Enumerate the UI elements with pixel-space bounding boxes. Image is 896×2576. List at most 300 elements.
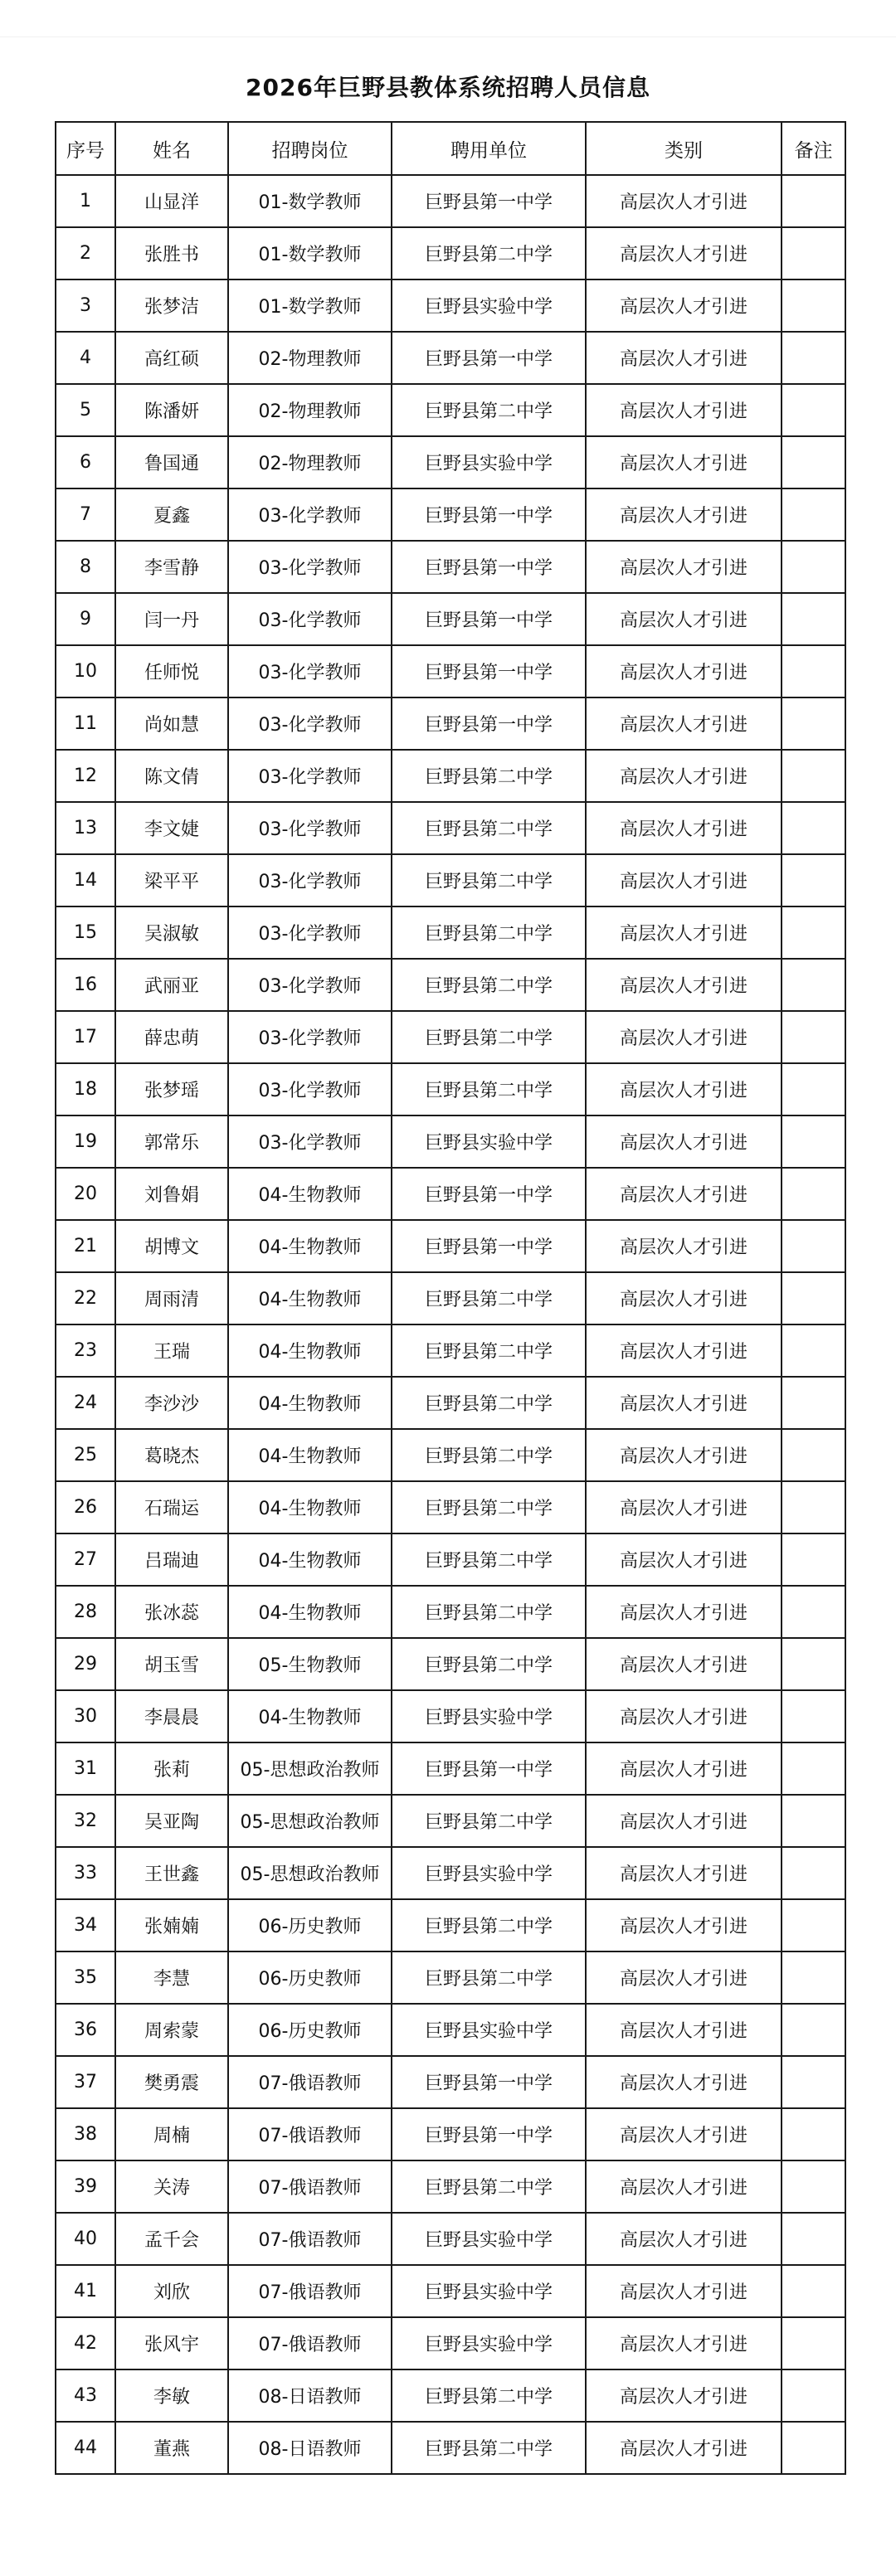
cell-note [782, 959, 845, 1011]
cell-unit: 巨野县第一中学 [392, 175, 586, 227]
cell-no: 21 [56, 1220, 115, 1272]
cell-note [782, 750, 845, 802]
cell-note [782, 1795, 845, 1847]
cell-note [782, 436, 845, 488]
cell-post: 03-化学教师 [228, 541, 392, 593]
cell-post: 03-化学教师 [228, 1011, 392, 1063]
cell-name: 关涛 [115, 2160, 228, 2213]
cell-no: 20 [56, 1168, 115, 1220]
table-row [56, 2213, 845, 2265]
cell-category: 高层次人才引进 [586, 384, 782, 436]
cell-category: 高层次人才引进 [586, 2160, 782, 2213]
table-row [56, 1847, 845, 1899]
cell-category: 高层次人才引进 [586, 488, 782, 541]
cell-note [782, 2004, 845, 2056]
cell-name: 夏鑫 [115, 488, 228, 541]
cell-name: 吴淑敏 [115, 906, 228, 959]
cell-unit: 巨野县第二中学 [392, 227, 586, 279]
cell-no: 3 [56, 279, 115, 332]
table-row [56, 802, 845, 854]
cell-name: 孟千会 [115, 2213, 228, 2265]
cell-no: 10 [56, 645, 115, 697]
cell-note [782, 279, 845, 332]
table-row [56, 488, 845, 541]
cell-category: 高层次人才引进 [586, 1951, 782, 2004]
cell-no: 24 [56, 1377, 115, 1429]
cell-name: 任师悦 [115, 645, 228, 697]
cell-no: 33 [56, 1847, 115, 1899]
cell-category: 高层次人才引进 [586, 2422, 782, 2474]
table-row [56, 1795, 845, 1847]
table-row [56, 1951, 845, 2004]
cell-note [782, 541, 845, 593]
cell-category: 高层次人才引进 [586, 175, 782, 227]
cell-note [782, 697, 845, 750]
cell-post: 06-历史教师 [228, 2004, 392, 2056]
cell-post: 02-物理教师 [228, 436, 392, 488]
cell-category: 高层次人才引进 [586, 1795, 782, 1847]
cell-no: 25 [56, 1429, 115, 1481]
cell-no: 23 [56, 1324, 115, 1377]
cell-note [782, 1586, 845, 1638]
cell-post: 03-化学教师 [228, 959, 392, 1011]
table-row [56, 384, 845, 436]
cell-category: 高层次人才引进 [586, 1377, 782, 1429]
cell-name: 陈文倩 [115, 750, 228, 802]
table-row [56, 1481, 845, 1533]
cell-category: 高层次人才引进 [586, 1847, 782, 1899]
cell-post: 04-生物教师 [228, 1533, 392, 1586]
cell-category: 高层次人才引进 [586, 2265, 782, 2317]
table-row [56, 1115, 845, 1168]
table-row [56, 1742, 845, 1795]
cell-note [782, 1533, 845, 1586]
cell-note [782, 488, 845, 541]
table-row [56, 2317, 845, 2369]
cell-name: 周索蒙 [115, 2004, 228, 2056]
cell-name: 葛晓杰 [115, 1429, 228, 1481]
cell-unit: 巨野县第一中学 [392, 645, 586, 697]
cell-no: 26 [56, 1481, 115, 1533]
cell-no: 1 [56, 175, 115, 227]
table-row [56, 227, 845, 279]
cell-no: 22 [56, 1272, 115, 1324]
cell-unit: 巨野县第一中学 [392, 2056, 586, 2108]
cell-unit: 巨野县实验中学 [392, 2265, 586, 2317]
cell-category: 高层次人才引进 [586, 332, 782, 384]
cell-no: 4 [56, 332, 115, 384]
cell-post: 04-生物教师 [228, 1377, 392, 1429]
cell-unit: 巨野县第二中学 [392, 1011, 586, 1063]
cell-name: 刘欣 [115, 2265, 228, 2317]
cell-name: 胡博文 [115, 1220, 228, 1272]
cell-category: 高层次人才引进 [586, 593, 782, 645]
cell-name: 张冰蕊 [115, 1586, 228, 1638]
cell-unit: 巨野县第一中学 [392, 1742, 586, 1795]
cell-no: 16 [56, 959, 115, 1011]
cell-post: 04-生物教师 [228, 1272, 392, 1324]
cell-name: 刘鲁娟 [115, 1168, 228, 1220]
table-row [56, 1377, 845, 1429]
cell-no: 18 [56, 1063, 115, 1115]
cell-note [782, 227, 845, 279]
cell-unit: 巨野县第一中学 [392, 1168, 586, 1220]
table-row [56, 1324, 845, 1377]
cell-category: 高层次人才引进 [586, 1115, 782, 1168]
cell-unit: 巨野县第二中学 [392, 959, 586, 1011]
cell-note [782, 2213, 845, 2265]
cell-no: 12 [56, 750, 115, 802]
table-row [56, 2160, 845, 2213]
cell-post: 03-化学教师 [228, 1115, 392, 1168]
cell-no: 40 [56, 2213, 115, 2265]
table-row [56, 1690, 845, 1742]
cell-category: 高层次人才引进 [586, 1063, 782, 1115]
page-title: 2026年巨野县教体系统招聘人员信息 [246, 74, 650, 101]
cell-note [782, 2317, 845, 2369]
cell-post: 04-生物教师 [228, 1429, 392, 1481]
cell-name: 尚如慧 [115, 697, 228, 750]
table-row [56, 1586, 845, 1638]
cell-category: 高层次人才引进 [586, 1272, 782, 1324]
cell-post: 03-化学教师 [228, 488, 392, 541]
cell-name: 李敏 [115, 2369, 228, 2422]
cell-unit: 巨野县实验中学 [392, 436, 586, 488]
cell-note [782, 906, 845, 959]
cell-unit: 巨野县第二中学 [392, 384, 586, 436]
cell-name: 李文婕 [115, 802, 228, 854]
cell-no: 32 [56, 1795, 115, 1847]
cell-post: 02-物理教师 [228, 332, 392, 384]
cell-category: 高层次人才引进 [586, 1586, 782, 1638]
cell-name: 陈潘妍 [115, 384, 228, 436]
cell-note [782, 1168, 845, 1220]
cell-name: 李晨晨 [115, 1690, 228, 1742]
cell-name: 董燕 [115, 2422, 228, 2474]
cell-unit: 巨野县第二中学 [392, 1429, 586, 1481]
cell-name: 高红硕 [115, 332, 228, 384]
cell-post: 08-日语教师 [228, 2369, 392, 2422]
cell-note [782, 2056, 845, 2108]
cell-category: 高层次人才引进 [586, 1533, 782, 1586]
cell-note [782, 1115, 845, 1168]
cell-name: 李慧 [115, 1951, 228, 2004]
cell-post: 02-物理教师 [228, 384, 392, 436]
cell-post: 03-化学教师 [228, 645, 392, 697]
cell-note [782, 2422, 845, 2474]
cell-unit: 巨野县第一中学 [392, 1220, 586, 1272]
cell-name: 张莉 [115, 1742, 228, 1795]
cell-no: 13 [56, 802, 115, 854]
cell-no: 41 [56, 2265, 115, 2317]
cell-no: 27 [56, 1533, 115, 1586]
cell-name: 鲁国通 [115, 436, 228, 488]
cell-unit: 巨野县第二中学 [392, 2160, 586, 2213]
table-row [56, 2004, 845, 2056]
cell-category: 高层次人才引进 [586, 750, 782, 802]
cell-unit: 巨野县第二中学 [392, 802, 586, 854]
cell-note [782, 2160, 845, 2213]
cell-post: 07-俄语教师 [228, 2108, 392, 2160]
cell-name: 李沙沙 [115, 1377, 228, 1429]
cell-unit: 巨野县第二中学 [392, 1377, 586, 1429]
cell-unit: 巨野县第一中学 [392, 2108, 586, 2160]
cell-category: 高层次人才引进 [586, 1742, 782, 1795]
cell-note [782, 1324, 845, 1377]
table-row [56, 1011, 845, 1063]
cell-no: 11 [56, 697, 115, 750]
cell-note [782, 593, 845, 645]
cell-post: 03-化学教师 [228, 697, 392, 750]
cell-name: 张梦瑶 [115, 1063, 228, 1115]
cell-note [782, 2369, 845, 2422]
cell-unit: 巨野县第二中学 [392, 1951, 586, 2004]
cell-category: 高层次人才引进 [586, 645, 782, 697]
cell-unit: 巨野县第二中学 [392, 1272, 586, 1324]
cell-post: 01-数学教师 [228, 227, 392, 279]
cell-name: 周楠 [115, 2108, 228, 2160]
cell-unit: 巨野县第一中学 [392, 332, 586, 384]
cell-name: 闫一丹 [115, 593, 228, 645]
cell-category: 高层次人才引进 [586, 2056, 782, 2108]
cell-post: 07-俄语教师 [228, 2317, 392, 2369]
recruitment-table [55, 121, 846, 2475]
cell-note [782, 645, 845, 697]
cell-no: 39 [56, 2160, 115, 2213]
cell-no: 43 [56, 2369, 115, 2422]
cell-post: 04-生物教师 [228, 1220, 392, 1272]
cell-no: 5 [56, 384, 115, 436]
cell-category: 高层次人才引进 [586, 2004, 782, 2056]
cell-unit: 巨野县第二中学 [392, 1899, 586, 1951]
cell-note [782, 854, 845, 906]
table-row [56, 1533, 845, 1586]
header-name: 姓名 [115, 122, 228, 175]
cell-post: 06-历史教师 [228, 1899, 392, 1951]
cell-unit: 巨野县第二中学 [392, 906, 586, 959]
cell-no: 9 [56, 593, 115, 645]
cell-no: 2 [56, 227, 115, 279]
cell-post: 03-化学教师 [228, 802, 392, 854]
cell-no: 38 [56, 2108, 115, 2160]
cell-no: 31 [56, 1742, 115, 1795]
cell-post: 03-化学教师 [228, 750, 392, 802]
cell-category: 高层次人才引进 [586, 436, 782, 488]
cell-post: 08-日语教师 [228, 2422, 392, 2474]
cell-name: 张婻婻 [115, 1899, 228, 1951]
cell-unit: 巨野县实验中学 [392, 2213, 586, 2265]
cell-category: 高层次人才引进 [586, 227, 782, 279]
cell-note [782, 1690, 845, 1742]
cell-name: 吴亚陶 [115, 1795, 228, 1847]
table-row [56, 1429, 845, 1481]
cell-note [782, 1951, 845, 2004]
cell-note [782, 175, 845, 227]
cell-unit: 巨野县实验中学 [392, 2317, 586, 2369]
cell-category: 高层次人才引进 [586, 541, 782, 593]
cell-unit: 巨野县第二中学 [392, 2422, 586, 2474]
cell-unit: 巨野县第二中学 [392, 1481, 586, 1533]
cell-note [782, 1481, 845, 1533]
cell-category: 高层次人才引进 [586, 2213, 782, 2265]
cell-name: 郭常乐 [115, 1115, 228, 1168]
cell-note [782, 1742, 845, 1795]
table-row [56, 2265, 845, 2317]
cell-unit: 巨野县第二中学 [392, 2369, 586, 2422]
table-row [56, 436, 845, 488]
cell-name: 吕瑞迪 [115, 1533, 228, 1586]
table-row [56, 1638, 845, 1690]
cell-unit: 巨野县第二中学 [392, 1063, 586, 1115]
cell-unit: 巨野县第二中学 [392, 1586, 586, 1638]
cell-category: 高层次人才引进 [586, 854, 782, 906]
table-row [56, 2108, 845, 2160]
cell-category: 高层次人才引进 [586, 1220, 782, 1272]
cell-post: 06-历史教师 [228, 1951, 392, 2004]
cell-unit: 巨野县实验中学 [392, 279, 586, 332]
cell-unit: 巨野县第一中学 [392, 697, 586, 750]
cell-unit: 巨野县实验中学 [392, 1115, 586, 1168]
table-row [56, 750, 845, 802]
cell-category: 高层次人才引进 [586, 1481, 782, 1533]
cell-post: 04-生物教师 [228, 1690, 392, 1742]
cell-unit: 巨野县第二中学 [392, 1324, 586, 1377]
header-category: 类别 [586, 122, 782, 175]
table-row [56, 2369, 845, 2422]
cell-post: 03-化学教师 [228, 593, 392, 645]
cell-name: 张梦洁 [115, 279, 228, 332]
cell-post: 03-化学教师 [228, 906, 392, 959]
header-unit: 聘用单位 [392, 122, 586, 175]
cell-note [782, 332, 845, 384]
cell-category: 高层次人才引进 [586, 279, 782, 332]
table-row [56, 697, 845, 750]
table-header-row [56, 122, 845, 175]
cell-category: 高层次人才引进 [586, 2317, 782, 2369]
cell-unit: 巨野县实验中学 [392, 2004, 586, 2056]
cell-name: 张风宇 [115, 2317, 228, 2369]
cell-category: 高层次人才引进 [586, 959, 782, 1011]
cell-unit: 巨野县第二中学 [392, 1533, 586, 1586]
cell-unit: 巨野县实验中学 [392, 1690, 586, 1742]
table-row [56, 645, 845, 697]
cell-note [782, 1272, 845, 1324]
cell-note [782, 1429, 845, 1481]
cell-note [782, 2108, 845, 2160]
cell-post: 05-思想政治教师 [228, 1742, 392, 1795]
cell-category: 高层次人才引进 [586, 1899, 782, 1951]
table-row [56, 2422, 845, 2474]
cell-no: 42 [56, 2317, 115, 2369]
table-row [56, 279, 845, 332]
cell-no: 17 [56, 1011, 115, 1063]
cell-name: 武丽亚 [115, 959, 228, 1011]
cell-unit: 巨野县第二中学 [392, 1638, 586, 1690]
cell-category: 高层次人才引进 [586, 1324, 782, 1377]
cell-name: 王瑞 [115, 1324, 228, 1377]
cell-note [782, 1847, 845, 1899]
table-row [56, 1063, 845, 1115]
table-row [56, 175, 845, 227]
cell-post: 07-俄语教师 [228, 2265, 392, 2317]
cell-unit: 巨野县第二中学 [392, 854, 586, 906]
cell-no: 19 [56, 1115, 115, 1168]
cell-category: 高层次人才引进 [586, 2369, 782, 2422]
cell-no: 15 [56, 906, 115, 959]
cell-no: 44 [56, 2422, 115, 2474]
cell-post: 01-数学教师 [228, 175, 392, 227]
table-row [56, 1272, 845, 1324]
cell-name: 王世鑫 [115, 1847, 228, 1899]
cell-unit: 巨野县实验中学 [392, 1847, 586, 1899]
table-row [56, 854, 845, 906]
cell-no: 7 [56, 488, 115, 541]
table-row [56, 332, 845, 384]
cell-no: 35 [56, 1951, 115, 2004]
cell-note [782, 384, 845, 436]
cell-post: 04-生物教师 [228, 1586, 392, 1638]
header-note: 备注 [782, 122, 845, 175]
table-row [56, 959, 845, 1011]
cell-name: 李雪静 [115, 541, 228, 593]
cell-post: 01-数学教师 [228, 279, 392, 332]
cell-note [782, 1638, 845, 1690]
cell-post: 07-俄语教师 [228, 2213, 392, 2265]
cell-note [782, 1011, 845, 1063]
header-no: 序号 [56, 122, 115, 175]
cell-unit: 巨野县第二中学 [392, 750, 586, 802]
cell-post: 05-思想政治教师 [228, 1847, 392, 1899]
cell-post: 03-化学教师 [228, 1063, 392, 1115]
table-row [56, 2056, 845, 2108]
cell-name: 薛忠萌 [115, 1011, 228, 1063]
cell-post: 03-化学教师 [228, 854, 392, 906]
cell-no: 30 [56, 1690, 115, 1742]
cell-category: 高层次人才引进 [586, 1011, 782, 1063]
table-body [56, 175, 845, 2474]
cell-note [782, 2265, 845, 2317]
cell-note [782, 1377, 845, 1429]
cell-unit: 巨野县第一中学 [392, 541, 586, 593]
header-post: 招聘岗位 [228, 122, 392, 175]
cell-no: 34 [56, 1899, 115, 1951]
cell-no: 29 [56, 1638, 115, 1690]
cell-post: 04-生物教师 [228, 1481, 392, 1533]
table-row [56, 1220, 845, 1272]
top-divider [0, 36, 896, 37]
cell-no: 37 [56, 2056, 115, 2108]
table-row [56, 593, 845, 645]
cell-category: 高层次人才引进 [586, 1429, 782, 1481]
cell-category: 高层次人才引进 [586, 906, 782, 959]
cell-post: 05-生物教师 [228, 1638, 392, 1690]
cell-post: 07-俄语教师 [228, 2160, 392, 2213]
cell-name: 山显洋 [115, 175, 228, 227]
cell-no: 6 [56, 436, 115, 488]
cell-category: 高层次人才引进 [586, 2108, 782, 2160]
table-row [56, 541, 845, 593]
cell-post: 04-生物教师 [228, 1168, 392, 1220]
cell-note [782, 802, 845, 854]
cell-post: 05-思想政治教师 [228, 1795, 392, 1847]
cell-no: 14 [56, 854, 115, 906]
cell-note [782, 1063, 845, 1115]
cell-category: 高层次人才引进 [586, 1168, 782, 1220]
cell-category: 高层次人才引进 [586, 1638, 782, 1690]
cell-no: 36 [56, 2004, 115, 2056]
cell-category: 高层次人才引进 [586, 1690, 782, 1742]
table-row [56, 1168, 845, 1220]
